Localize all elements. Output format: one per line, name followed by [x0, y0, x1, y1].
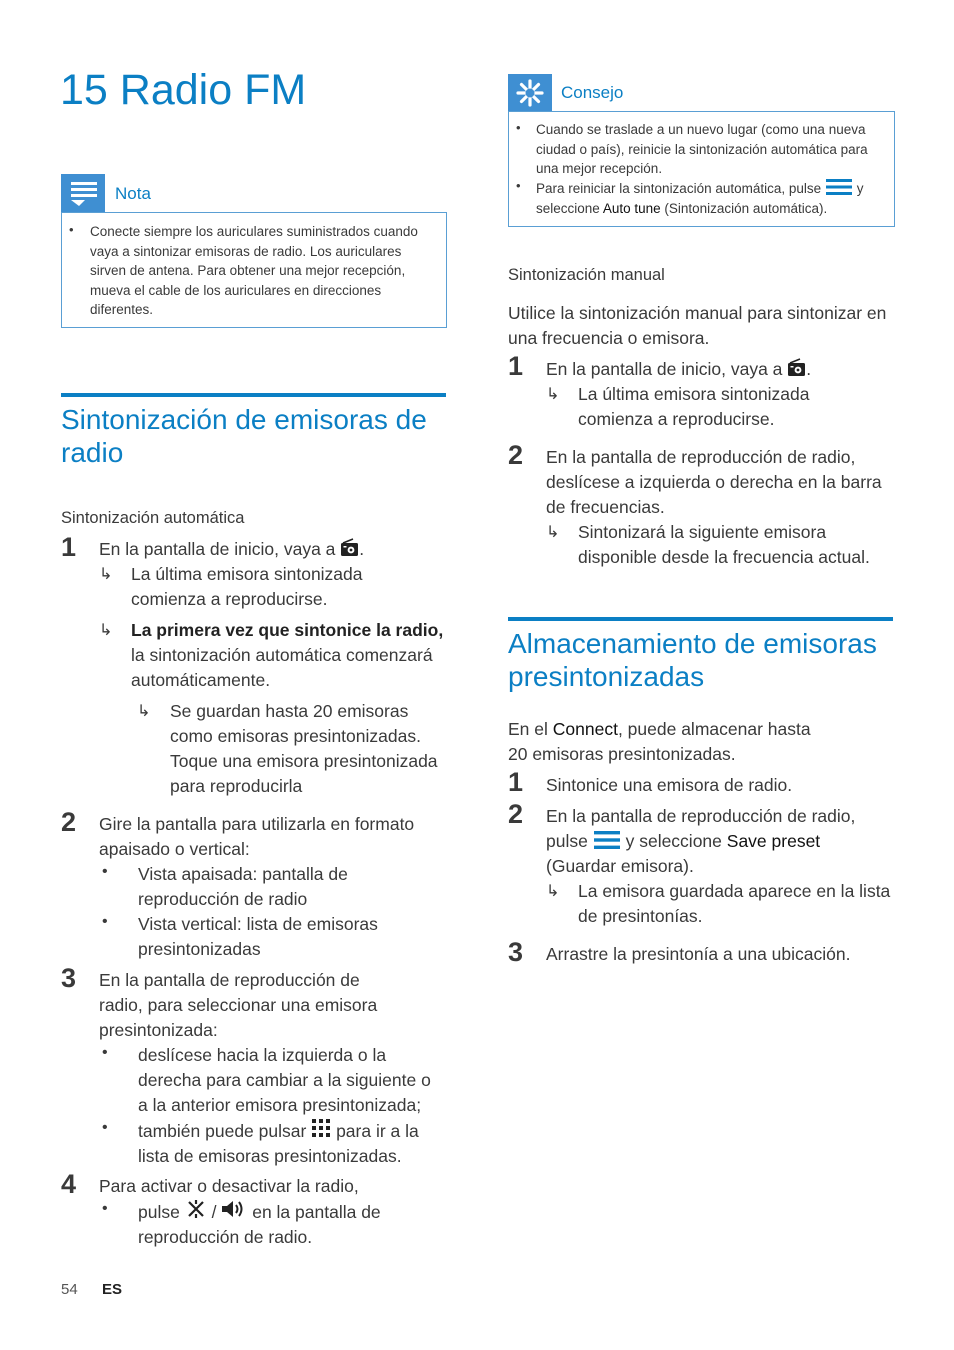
step-text: En la pantalla de inicio, vaya a .	[546, 359, 812, 379]
list-bullet: •	[102, 1119, 108, 1136]
result-arrow: ↳	[137, 703, 151, 720]
tip-bullet: •	[516, 178, 521, 193]
tip-text: Para reiniciar la sintonización automática, pulse y seleccione Auto tune (Sintonización automática).	[536, 178, 886, 218]
step-text: Sintonice una emisora de radio.	[546, 775, 793, 795]
step-text: En la pantalla de reproducción de radio, pulse y seleccione Save preset (Guardar emisora).	[546, 806, 856, 876]
chapter-title: 15 Radio FM	[60, 66, 307, 114]
step-number: 2	[508, 440, 524, 470]
speaker-icon	[221, 1199, 247, 1219]
tip-label: Consejo	[561, 83, 624, 102]
note-label: Nota	[115, 184, 151, 203]
step-number: 1	[508, 351, 524, 381]
tip-bullet: •	[516, 120, 521, 135]
result-text: La última emisora sintonizada comienza a reproducirse.	[578, 384, 810, 429]
page-number: 54	[61, 1281, 78, 1298]
step-text: En la pantalla de reproducción de radio, deslícese a izquierda o derecha en la barra de frecuencias.	[546, 447, 882, 517]
result-arrow: ↳	[546, 524, 560, 541]
radio-icon	[787, 358, 806, 377]
step-text: En la pantalla de inicio, vaya a .	[99, 539, 365, 559]
result-arrow: ↳	[99, 622, 113, 639]
result-text: La última emisora sintonizada comienza a reproducirse.	[131, 564, 363, 609]
result-arrow: ↳	[546, 386, 560, 403]
list-bullet: •	[102, 863, 108, 880]
step-number: 1	[61, 532, 77, 562]
list-bullet: •	[102, 1200, 108, 1217]
note-text: Conecte siempre los auriculares suministrados cuando vaya a sintonizar emisoras de radio. Los auriculares sirven de antena. Para obtener una mejor recepción, mueva el cable de los auriculares en direcciones diferentes.	[90, 224, 418, 317]
list-item: Vista vertical: lista de emisoras presintonizadas	[138, 914, 378, 959]
tip-text: Cuando se traslade a un nuevo lugar (como una nueva ciudad o país), reinicie la sintonización automática para una mejor recepción.	[536, 122, 868, 176]
note-icon	[61, 174, 105, 212]
section-rule	[508, 617, 893, 621]
menu-icon	[593, 830, 621, 850]
list-item: deslícese hacia la izquierda o la derecha para cambiar a la siguiente o a la anterior emisora presintonizada;	[138, 1045, 431, 1115]
language-code: ES	[102, 1281, 123, 1298]
step-text: Gire la pantalla para utilizarla en formato apaisado o vertical:	[99, 814, 415, 859]
result-text: Se guardan hasta 20 emisoras como emisoras presintonizadas. Toque una emisora presintonizada para reproducirla	[170, 701, 438, 796]
subheading-manual: Sintonización manual	[508, 266, 665, 284]
list-item: pulse / en la pantalla de reproducción de radio.	[138, 1199, 448, 1250]
list-item: Vista apaisada: pantalla de reproducción de radio	[138, 864, 348, 909]
manual-intro: Utilice la sintonización manual para sintonizar en una frecuencia o emisora.	[508, 303, 887, 348]
tip-icon	[508, 74, 552, 112]
subheading-auto: Sintonización automática	[61, 509, 245, 527]
list-bullet: •	[102, 913, 108, 930]
radio-off-icon	[185, 1199, 207, 1219]
result-arrow: ↳	[99, 566, 113, 583]
step-text: En la pantalla de reproducción de radio, para seleccionar una emisora presintonizada:	[99, 970, 378, 1040]
section-title-tuning: Sintonización de emisoras de radio	[61, 404, 427, 468]
list-item: también puede pulsar para ir a la lista de emisoras presintonizadas.	[138, 1118, 448, 1169]
result-text: La emisora guardada aparece en la lista de presintonías.	[578, 881, 891, 926]
step-number: 2	[61, 807, 77, 837]
step-text: Arrastre la presintonía a una ubicación.	[546, 944, 851, 964]
section-title-presets: Almacenamiento de emisoras presintonizadas	[508, 628, 877, 692]
note-bullet: •	[69, 222, 74, 237]
result-arrow: ↳	[546, 883, 560, 900]
step-number: 3	[61, 963, 77, 993]
section-rule	[61, 393, 446, 397]
step-number: 2	[508, 799, 524, 829]
step-number: 4	[61, 1169, 77, 1199]
step-text: Para activar o desactivar la radio,	[99, 1176, 359, 1196]
result-text: La primera vez que sintonice la radio, la sintonización automática comenzará automáticamente.	[131, 620, 444, 690]
presets-intro: En el Connect, puede almacenar hasta 20 emisoras presintonizadas.	[508, 719, 811, 764]
radio-icon	[340, 538, 359, 557]
menu-icon	[825, 178, 853, 196]
grid-icon	[311, 1118, 331, 1138]
result-text: Sintonizará la siguiente emisora disponible desde la frecuencia actual.	[578, 522, 870, 567]
step-number: 1	[508, 767, 524, 797]
list-bullet: •	[102, 1044, 108, 1061]
step-number: 3	[508, 937, 524, 967]
